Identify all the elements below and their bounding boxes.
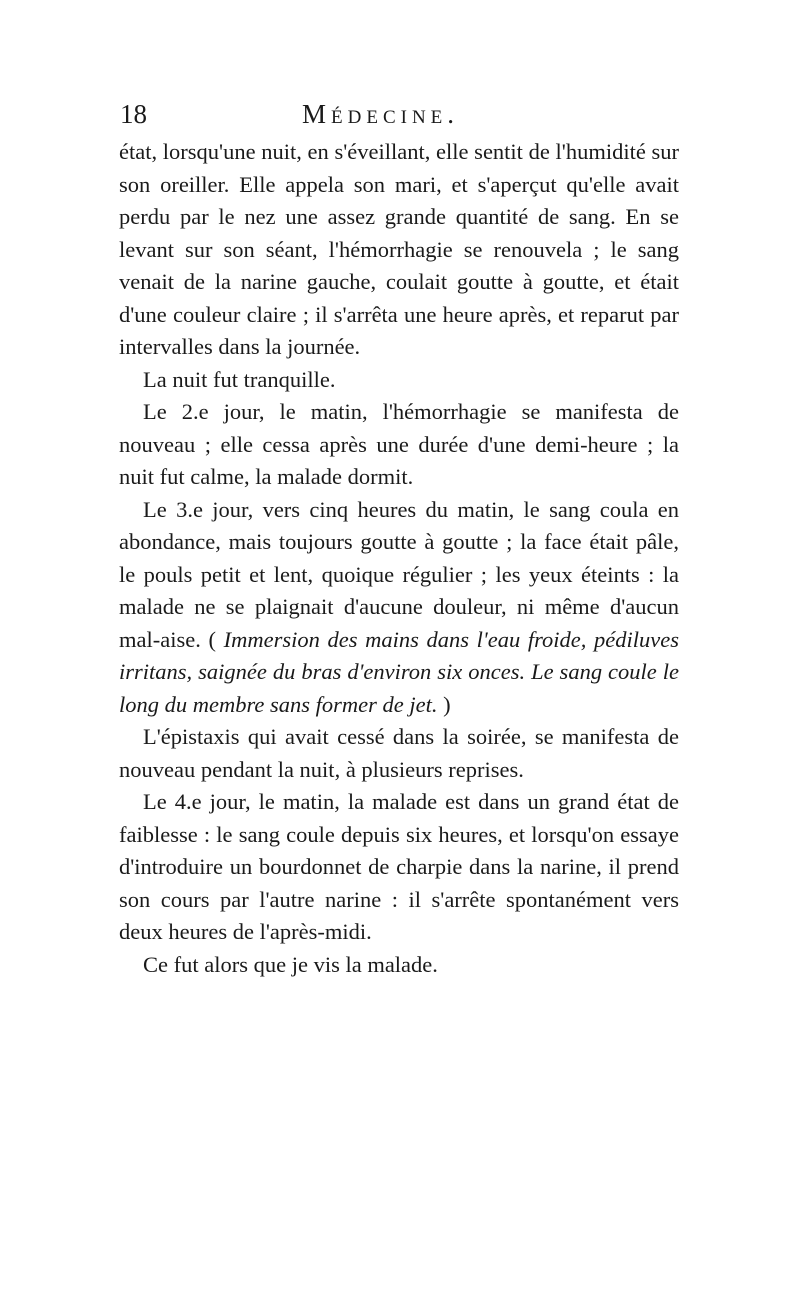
paragraph-1-text: état, lorsqu'une nuit, en s'éveillant, elle sentit de l'humidité sur son oreiller. Elle appela son mari, et s'aperçut qu'elle avait perdu par le nez une assez grande quantité de sang. En se levant sur son séant, l'hémorrhagie se renouvela ; le sang venait de la narine gauche, coulait goutte à goutte, et était d'une couleur claire ; il s'arrêta une heure après, et reparut par intervalles dans la journée. [119, 139, 679, 359]
paragraph-4 [119, 494, 679, 722]
paragraph-2 [119, 364, 679, 397]
paragraph-5-text: L'épistaxis qui avait cessé dans la soirée, se manifesta de nouveau pendant la nuit, à plusieurs reprises. [119, 724, 679, 782]
running-title: Médecine. [302, 99, 460, 129]
paragraph-4-italic-note: Immersion des mains dans l'eau froide, pédiluves irritans, saignée du bras d'environ six onces. Le sang coule le long du membre sans former de jet. [119, 626, 679, 717]
paragraph-3-text: Le 2.e jour, le matin, l'hémorrhagie se manifesta de nouveau ; elle cessa après une durée d'une demi-heure ; la nuit fut calme, la malade dormit. [119, 399, 679, 489]
paragraph-7 [119, 949, 679, 982]
paragraph-3 [119, 396, 679, 494]
paragraph-7-text: Ce fut alors que je vis la malade. [143, 951, 438, 977]
paragraph-4-close: ) [437, 691, 451, 717]
paragraph-5 [119, 721, 679, 786]
running-head [119, 92, 679, 136]
paragraph-4-text: Le 3.e jour, vers cinq heures du matin, le sang coula en abondance, mais toujours goutte à goutte ; la face était pâle, le pouls petit et lent, quoique régulier ; les yeux éteints : la malade ne se plaignait d'aucune douleur, ni même d'aucun mal-aise. ( [119, 496, 679, 652]
paragraph-2-text: La nuit fut tranquille. [143, 366, 336, 392]
paragraph-1 [119, 136, 679, 364]
page-number: 18 [120, 99, 147, 129]
paragraph-6-text: Le 4.e jour, le matin, la malade est dans un grand état de faiblesse : le sang coule depuis six heures, et lorsqu'on essaye d'introduire un bourdonnet de charpie dans la narine, il prend son cours par l'autre narine : il s'arrête spontanément vers deux heures de l'après-midi. [119, 789, 679, 944]
book-page [119, 92, 679, 981]
body-text [119, 136, 679, 981]
paragraph-6 [119, 786, 679, 949]
